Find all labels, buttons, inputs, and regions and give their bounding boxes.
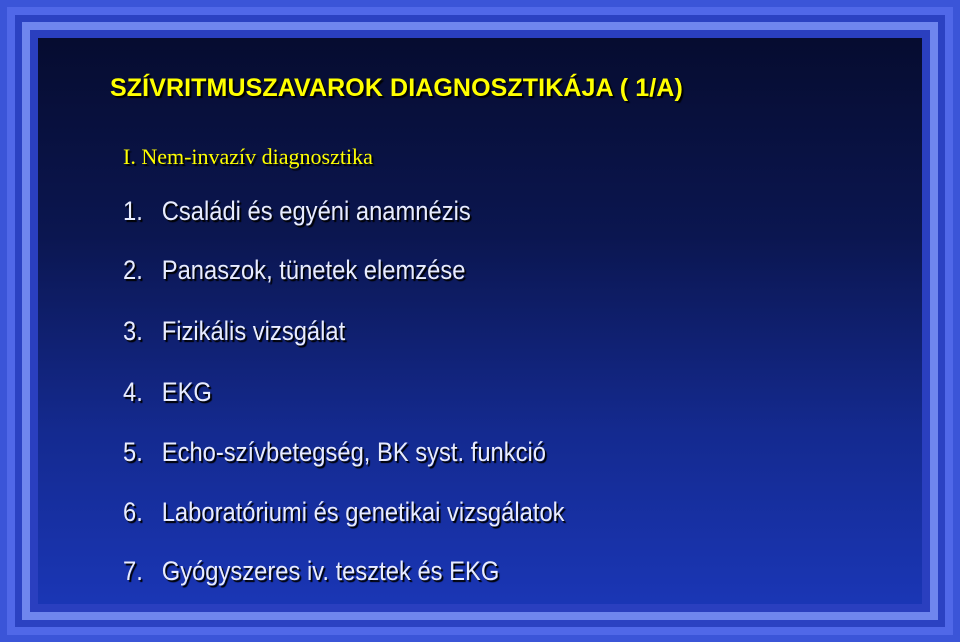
list-item-text: Panaszok, tünetek elemzése <box>161 255 466 285</box>
list-item-number: 1. <box>123 196 143 226</box>
list-item <box>123 556 499 587</box>
list-item-text: Gyógyszeres iv. tesztek és EKG <box>161 556 500 586</box>
list-item-number: 7. <box>123 556 143 586</box>
list-item <box>123 377 212 408</box>
list-item-text: Echo-szívbetegség, BK syst. funkció <box>161 437 547 467</box>
list-item <box>123 196 471 227</box>
list-item <box>123 255 465 286</box>
list-item <box>123 437 546 468</box>
list-item-text: Családi és egyéni anamnézis <box>161 196 471 226</box>
list-item <box>123 316 345 347</box>
list-item-number: 3. <box>123 316 143 346</box>
list-item-text: Fizikális vizsgálat <box>161 316 346 346</box>
list-item-text: EKG <box>161 377 212 407</box>
list-item-text: Laboratóriumi és genetikai vizsgálatok <box>161 497 565 527</box>
slide-title: SZÍVRITMUSZAVAROK DIAGNOSZTIKÁJA ( 1/A) <box>110 74 683 102</box>
list-item-number: 5. <box>123 437 143 467</box>
list-item <box>123 497 565 528</box>
list-item-number: 4. <box>123 377 143 407</box>
slide-subtitle: I. Nem-invazív diagnosztika <box>123 144 373 169</box>
list-item-number: 6. <box>123 497 143 527</box>
list-item-number: 2. <box>123 255 143 285</box>
